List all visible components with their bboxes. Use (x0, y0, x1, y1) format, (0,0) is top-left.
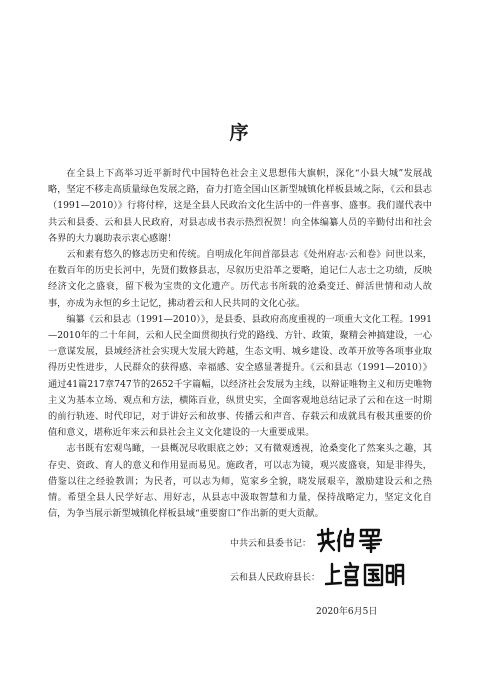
page-title: 序 (229, 122, 251, 144)
signature-county-mayor (230, 562, 406, 590)
paragraph-3: 编纂《云和县志（1991—2010）》，是县委、县政府高度重视的一项重大文化工程。1991—2010年的二十年间，云和人民全面贯彻执行党的路线、方针、政策，聚精会神搞建设，一心一意谋发展，县域经济社会实现大发展大跨越，生态文明、城乡建设、改革开放等各项事业取得历史性进步，人民群众的获得感、幸福感、安全感显著提升。《云和县志（1991—2010）》通过41篇217章747节的2652千字篇幅，以经济社会发展为主线，以辩证唯物主义和历史唯物主义为基本立场、观点和方法，横陈百业，纵贯史实，全面客观地总结记录了云和在这一时期的前行轨迹、时代印记，对于讲好云和故事、传播云和声音、存载云和成就具有极其重要的价值和意义，堪称近年来云和县社会主义文化建设的一大重要成果。 (48, 313, 432, 439)
paragraph-4: 志书既有宏观鸟瞰，一县概况尽收眼底之妙；又有微观透视，沧桑变化了然案头之趣，其存史、资政、育人的意义和作用显而易见。施政者，可以志为镜，观兴废盛衰，知是非得失，借鉴以往之经验教训；为民者，可以志为师，览家乡全貌，晓发展艰辛，激励建设云和之热情。希望全县人民学好志、用好志，从县志中汲取智慧和力量，保持战略定力，坚定文化自信，为争当展示新型城镇化样板县域“重要窗口”作出新的更大贡献。 (48, 443, 432, 520)
date-line: 2020年6月5日 (316, 607, 378, 617)
signature-party-secretary (230, 528, 385, 556)
paragraph-2: 云和素有悠久的修志历史和传统。自明成化年间首部县志《处州府志·云和卷》问世以来，在数百年的历史长河中，先贤们数修县志，尽叙历史沿革之要略，追记仁人志士之功绩，反映经济文化之盛衰，留下极为宝贵的文化遗产。历代志书所载的沧桑变迁、鲜活世情和动人故事，亦成为永恒的乡土记忆，拂动着云和人民共同的文化心弦。 (48, 249, 432, 309)
handwritten-signature-icon (324, 561, 406, 591)
handwritten-signature-icon (315, 527, 385, 557)
signature-label: 中共云和县委书记： (230, 538, 312, 549)
preface-body (48, 166, 432, 522)
paragraph-1: 在全县上下高举习近平新时代中国特色社会主义思想伟大旗帜，深化“小县大城”发展战略，坚定不移走高质量绿色发展之路，奋力打造全国山区新型城镇化样板县域之际，《云和县志（1991—2010）》行将付梓，这是全县人民政治文化生活中的一件喜事、盛事。我们谨代表中共云和县委、云和县人民政府，对县志成书表示热烈祝贺！向全体编纂人员的辛勤付出和社会各界的大力襄助表示衷心感谢！ (48, 168, 432, 244)
signature-label: 云和县人民政府县长： (230, 572, 321, 583)
